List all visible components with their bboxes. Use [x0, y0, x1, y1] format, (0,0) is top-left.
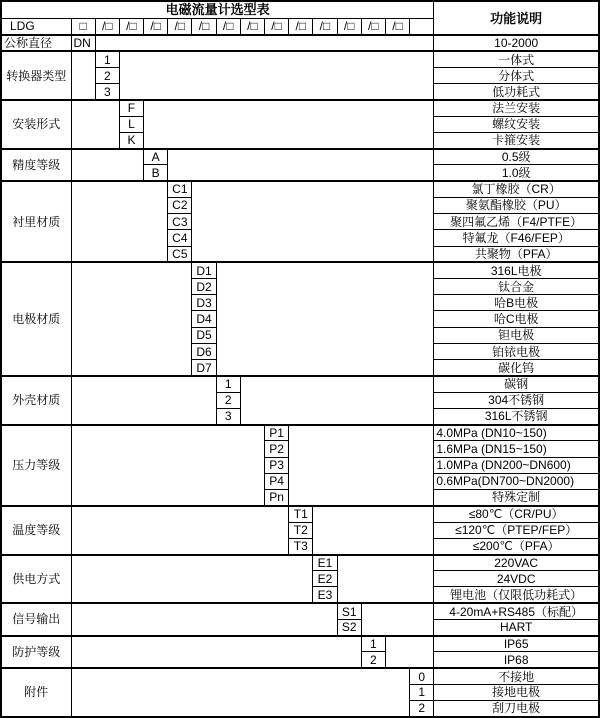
function-cell: 钽电极 [434, 327, 599, 343]
empty-region [168, 149, 434, 181]
model-slot-box: /□ [95, 18, 119, 35]
function-cell: 0.5级 [434, 149, 599, 165]
model-slot-box: /□ [216, 18, 240, 35]
category-label-pressure-rating: 压力等级 [1, 425, 71, 506]
code-cell: 2 [216, 392, 240, 408]
code-cell: S1 [337, 603, 361, 619]
code-cell: F [119, 100, 143, 116]
category-label-temperature-rating: 温度等级 [1, 506, 71, 555]
function-cell: IP65 [434, 636, 599, 652]
function-header: 功能说明 [434, 1, 599, 35]
function-cell: ≤80℃（CR/PU） [434, 506, 599, 522]
category-label-signal-output: 信号输出 [1, 603, 71, 635]
empty-region [71, 262, 192, 376]
code-cell: K [119, 132, 143, 148]
category-label-electrode-material: 电极材质 [1, 262, 71, 376]
model-slot-box: /□ [361, 18, 385, 35]
model-slot-box: /□ [192, 18, 216, 35]
model-slot-box: /□ [385, 18, 409, 35]
code-cell: 2 [410, 701, 434, 717]
empty-region [337, 555, 434, 604]
function-cell: 碳化钨 [434, 360, 599, 376]
function-cell: 哈C电极 [434, 311, 599, 327]
model-prefix: LDG [1, 18, 71, 35]
function-cell: 10-2000 [434, 35, 599, 51]
function-cell: 220VAC [434, 555, 599, 571]
code-cell: S2 [337, 619, 361, 635]
function-cell: 低功耗式 [434, 84, 599, 100]
category-label-power-supply: 供电方式 [1, 555, 71, 604]
model-first-box: □ [71, 18, 95, 35]
model-slot-box: /□ [289, 18, 313, 35]
code-cell: T3 [289, 538, 313, 554]
function-cell: 316L电极 [434, 262, 599, 278]
code-cell: 2 [95, 67, 119, 83]
category-label-housing-material: 外壳材质 [1, 376, 71, 425]
empty-region [119, 51, 433, 100]
code-cell: 1 [216, 376, 240, 392]
empty-region [71, 376, 216, 425]
code-cell: B [144, 165, 168, 181]
code-cell: C1 [168, 181, 192, 197]
function-cell: 铂铱电极 [434, 343, 599, 359]
empty-region [71, 181, 168, 262]
function-cell: 24VDC [434, 571, 599, 587]
empty-region [361, 603, 434, 635]
code-cell: 1 [361, 636, 385, 652]
table-title: 电磁流量计选型表 [1, 1, 434, 18]
code-cell: 3 [216, 408, 240, 424]
function-cell: 1.6MPa (DN15~150) [434, 441, 599, 457]
code-cell: 0 [410, 668, 434, 684]
code-cell: D4 [192, 311, 216, 327]
code-cell: L [119, 116, 143, 132]
function-cell: 接地电极 [434, 684, 599, 700]
model-slot-box: /□ [168, 18, 192, 35]
code-cell: C2 [168, 197, 192, 213]
empty-region [71, 555, 313, 604]
code-cell: P2 [265, 441, 289, 457]
empty-region [385, 636, 433, 668]
code-cell: 2 [361, 652, 385, 668]
category-label-protection-rating: 防护等级 [1, 636, 71, 668]
empty-region [216, 262, 434, 376]
function-cell: 聚四氟乙烯（F4/PTFE） [434, 214, 599, 230]
function-cell: 304不锈钢 [434, 392, 599, 408]
function-cell: 刮刀电极 [434, 701, 599, 717]
code-cell: Pn [265, 490, 289, 506]
function-cell: 共聚物（PFA） [434, 246, 599, 262]
function-cell: 卡箍安装 [434, 132, 599, 148]
function-cell: 法兰安装 [434, 100, 599, 116]
empty-region [144, 100, 434, 149]
code-cell: C4 [168, 230, 192, 246]
model-slot-box: /□ [144, 18, 168, 35]
code-cell: D7 [192, 360, 216, 376]
function-cell: 碳钢 [434, 376, 599, 392]
code-cell: E1 [313, 555, 337, 571]
category-label-nominal-diameter: 公称直径 [1, 35, 71, 51]
model-slot-box: /□ [240, 18, 264, 35]
code-cell: 1 [95, 51, 119, 67]
function-cell: 1.0MPa (DN200~DN600) [434, 457, 599, 473]
code-cell: P1 [265, 425, 289, 441]
code-cell: D6 [192, 343, 216, 359]
function-cell: 螺纹安装 [434, 116, 599, 132]
category-label-accessories: 附件 [1, 668, 71, 717]
function-cell: 1.0级 [434, 165, 599, 181]
code-cell: 1 [410, 684, 434, 700]
function-cell: 特氟龙（F46/FEP） [434, 230, 599, 246]
function-cell: 4-20mA+RS485（标配） [434, 603, 599, 619]
function-cell: 特殊定制 [434, 490, 599, 506]
function-cell: ≤200℃（PFA） [434, 538, 599, 554]
empty-region [71, 100, 119, 149]
function-cell: 一体式 [434, 51, 599, 67]
category-label-converter-type: 转换器类型 [1, 51, 71, 100]
code-cell: T1 [289, 506, 313, 522]
function-cell: ≤120℃（PTEP/FEP） [434, 522, 599, 538]
code-cell: E2 [313, 571, 337, 587]
function-cell: 分体式 [434, 67, 599, 83]
code-cell: A [144, 149, 168, 165]
empty-region [95, 35, 434, 51]
code-cell: P3 [265, 457, 289, 473]
code-cell: E3 [313, 587, 337, 603]
function-cell: 4.0MPa (DN10~150) [434, 425, 599, 441]
function-cell: 哈B电极 [434, 295, 599, 311]
empty-region [71, 149, 144, 181]
category-label-installation: 安装形式 [1, 100, 71, 149]
category-label-lining-material: 衬里材质 [1, 181, 71, 262]
code-cell: D1 [192, 262, 216, 278]
function-cell: 钛合金 [434, 279, 599, 295]
empty-region [313, 506, 434, 555]
function-cell: 0.6MPa(DN700~DN2000) [434, 473, 599, 489]
function-cell: HART [434, 619, 599, 635]
model-slot-box: /□ [337, 18, 361, 35]
category-label-accuracy: 精度等级 [1, 149, 71, 181]
code-cell: DN [71, 35, 95, 51]
code-cell: T2 [289, 522, 313, 538]
code-cell: D5 [192, 327, 216, 343]
empty-region [192, 181, 434, 262]
code-cell: D3 [192, 295, 216, 311]
empty-region [289, 425, 434, 506]
code-cell: C5 [168, 246, 192, 262]
model-slot-box: /□ [265, 18, 289, 35]
function-cell: 锂电池（仅限低功耗式） [434, 587, 599, 603]
function-cell: 氯丁橡胶（CR） [434, 181, 599, 197]
model-slot-box: /□ [119, 18, 143, 35]
code-cell: P4 [265, 473, 289, 489]
function-cell: 聚氨酯橡胶（PU） [434, 197, 599, 213]
function-cell: 不接地 [434, 668, 599, 684]
code-cell: 3 [95, 84, 119, 100]
empty-region [240, 376, 434, 425]
empty-region [71, 603, 337, 635]
empty-region [71, 506, 289, 555]
empty-region [71, 425, 265, 506]
code-cell: C3 [168, 214, 192, 230]
empty-region [71, 636, 361, 668]
empty-region [71, 51, 95, 100]
empty-region [71, 668, 410, 717]
function-cell: IP68 [434, 652, 599, 668]
model-slot-box: /□ [313, 18, 337, 35]
code-cell: D2 [192, 279, 216, 295]
function-cell: 316L不锈钢 [434, 408, 599, 424]
